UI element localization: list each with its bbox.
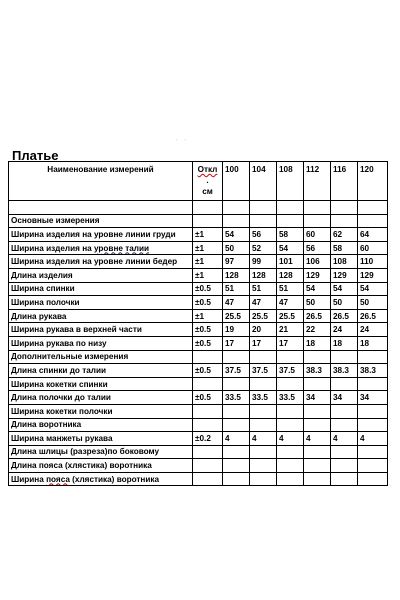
size-value-cell: 22 xyxy=(304,323,331,337)
tolerance-cell: ±0.5 xyxy=(193,336,223,350)
page-title: Платье xyxy=(12,148,59,163)
size-value-cell xyxy=(250,201,277,215)
tolerance-cell: ±0.5 xyxy=(193,323,223,337)
size-value-cell: 56 xyxy=(304,241,331,255)
table-row xyxy=(9,268,388,282)
tolerance-cell xyxy=(193,377,223,391)
size-value-cell: 50 xyxy=(331,296,358,310)
size-value-cell: 47 xyxy=(223,296,250,310)
size-value-cell xyxy=(358,404,388,418)
table-row xyxy=(9,296,388,310)
size-value-cell: 38.3 xyxy=(358,364,388,378)
size-value-cell: 33.5 xyxy=(250,391,277,405)
size-value-cell xyxy=(223,214,250,228)
table-row xyxy=(9,282,388,296)
header-size: 104 xyxy=(250,162,277,201)
size-value-cell xyxy=(277,350,304,364)
tolerance-cell xyxy=(193,214,223,228)
table-row xyxy=(9,228,388,242)
size-value-cell xyxy=(331,201,358,215)
size-value-cell: 129 xyxy=(304,268,331,282)
header-size: 100 xyxy=(223,162,250,201)
size-value-cell xyxy=(223,445,250,459)
size-value-cell: 17 xyxy=(223,336,250,350)
size-value-cell: 25.5 xyxy=(223,309,250,323)
table-row xyxy=(9,241,388,255)
size-value-cell xyxy=(250,445,277,459)
size-value-cell xyxy=(250,472,277,486)
measurement-name: Ширина пояса (хлястика) воротника xyxy=(9,472,193,486)
size-value-cell xyxy=(304,214,331,228)
size-value-cell xyxy=(331,404,358,418)
measurement-name xyxy=(9,201,193,215)
size-value-cell: 62 xyxy=(331,228,358,242)
size-value-cell: 99 xyxy=(250,255,277,269)
size-value-cell xyxy=(250,404,277,418)
size-value-cell: 47 xyxy=(250,296,277,310)
measurement-name: Ширина полочки xyxy=(9,296,193,310)
table-row xyxy=(9,404,388,418)
table-row xyxy=(9,472,388,486)
table-row xyxy=(9,418,388,432)
size-value-cell: 4 xyxy=(223,432,250,446)
table-row xyxy=(9,364,388,378)
size-value-cell: 4 xyxy=(250,432,277,446)
size-value-cell xyxy=(250,459,277,473)
size-value-cell: 54 xyxy=(223,228,250,242)
size-value-cell: 47 xyxy=(277,296,304,310)
header-size: 116 xyxy=(331,162,358,201)
size-value-cell: 33.5 xyxy=(223,391,250,405)
size-value-cell: 54 xyxy=(304,282,331,296)
size-value-cell: 25.5 xyxy=(277,309,304,323)
scan-dots: ˙ ˙ xyxy=(176,140,189,147)
tolerance-cell xyxy=(193,350,223,364)
size-value-cell: 18 xyxy=(304,336,331,350)
size-value-cell xyxy=(223,418,250,432)
measurement-name: Ширина кокетки спинки xyxy=(9,377,193,391)
size-value-cell: 52 xyxy=(250,241,277,255)
size-value-cell: 34 xyxy=(331,391,358,405)
size-value-cell xyxy=(250,418,277,432)
size-value-cell xyxy=(304,201,331,215)
size-value-cell: 50 xyxy=(358,296,388,310)
size-value-cell: 128 xyxy=(250,268,277,282)
size-value-cell xyxy=(277,214,304,228)
size-value-cell: 19 xyxy=(223,323,250,337)
size-value-cell: 51 xyxy=(277,282,304,296)
table-row xyxy=(9,391,388,405)
size-value-cell xyxy=(250,350,277,364)
size-value-cell xyxy=(223,377,250,391)
size-value-cell: 51 xyxy=(250,282,277,296)
tolerance-cell xyxy=(193,404,223,418)
measurement-name: Длина изделия xyxy=(9,268,193,282)
size-value-cell xyxy=(223,201,250,215)
tolerance-cell xyxy=(193,445,223,459)
size-value-cell xyxy=(304,404,331,418)
measurement-name: Ширина манжеты рукава xyxy=(9,432,193,446)
size-value-cell xyxy=(277,445,304,459)
size-value-cell xyxy=(358,214,388,228)
size-value-cell: 110 xyxy=(358,255,388,269)
size-value-cell: 4 xyxy=(277,432,304,446)
size-value-cell xyxy=(358,418,388,432)
size-value-cell xyxy=(358,201,388,215)
size-value-cell: 106 xyxy=(304,255,331,269)
measurement-name: Ширина изделия на уровне линии груди xyxy=(9,228,193,242)
size-value-cell: 26.5 xyxy=(331,309,358,323)
tolerance-cell: ±0.5 xyxy=(193,391,223,405)
table-row xyxy=(9,432,388,446)
size-value-cell: 34 xyxy=(304,391,331,405)
table-row xyxy=(9,445,388,459)
size-value-cell xyxy=(223,472,250,486)
size-value-cell: 129 xyxy=(358,268,388,282)
tolerance-cell xyxy=(193,201,223,215)
size-value-cell: 4 xyxy=(331,432,358,446)
size-value-cell: 18 xyxy=(358,336,388,350)
size-value-cell xyxy=(331,377,358,391)
size-value-cell: 37.5 xyxy=(277,364,304,378)
header-tolerance: Откл . см xyxy=(193,162,223,201)
table-row xyxy=(9,350,388,364)
table-row xyxy=(9,309,388,323)
header-size: 112 xyxy=(304,162,331,201)
size-value-cell: 26.5 xyxy=(304,309,331,323)
size-value-cell: 38.3 xyxy=(331,364,358,378)
size-value-cell xyxy=(304,377,331,391)
measurement-name: Основные измерения xyxy=(9,214,193,228)
size-value-cell xyxy=(277,377,304,391)
size-value-cell: 129 xyxy=(331,268,358,282)
size-value-cell: 58 xyxy=(331,241,358,255)
size-value-cell xyxy=(277,459,304,473)
size-value-cell: 20 xyxy=(250,323,277,337)
size-value-cell xyxy=(223,459,250,473)
measurement-name: Длина полочки до талии xyxy=(9,391,193,405)
size-value-cell: 33.5 xyxy=(277,391,304,405)
header-size: 108 xyxy=(277,162,304,201)
size-value-cell: 108 xyxy=(331,255,358,269)
size-value-cell: 4 xyxy=(358,432,388,446)
size-value-cell xyxy=(358,377,388,391)
tolerance-cell: ±1 xyxy=(193,268,223,282)
size-value-cell: 50 xyxy=(223,241,250,255)
size-value-cell: 38.3 xyxy=(304,364,331,378)
tolerance-cell xyxy=(193,472,223,486)
size-value-cell: 51 xyxy=(223,282,250,296)
tolerance-cell: ±0.5 xyxy=(193,296,223,310)
measurement-name: Длина рукава xyxy=(9,309,193,323)
tolerance-cell xyxy=(193,459,223,473)
size-value-cell: 128 xyxy=(223,268,250,282)
size-value-cell xyxy=(331,214,358,228)
tolerance-cell xyxy=(193,418,223,432)
size-value-cell xyxy=(223,404,250,418)
size-value-cell: 58 xyxy=(277,228,304,242)
size-chart-table xyxy=(8,161,388,486)
size-value-cell: 60 xyxy=(358,241,388,255)
size-value-cell: 54 xyxy=(331,282,358,296)
size-value-cell xyxy=(304,472,331,486)
table-header-row xyxy=(9,162,388,201)
size-value-cell xyxy=(277,201,304,215)
tolerance-cell: ±0.5 xyxy=(193,282,223,296)
table-row xyxy=(9,377,388,391)
tolerance-cell: ±1 xyxy=(193,241,223,255)
size-value-cell: 54 xyxy=(358,282,388,296)
size-value-cell xyxy=(331,459,358,473)
size-value-cell xyxy=(304,445,331,459)
size-value-cell xyxy=(277,418,304,432)
size-value-cell: 37.5 xyxy=(223,364,250,378)
size-value-cell: 50 xyxy=(304,296,331,310)
size-value-cell: 24 xyxy=(358,323,388,337)
size-value-cell xyxy=(223,350,250,364)
size-value-cell xyxy=(358,445,388,459)
tolerance-cell: ±1 xyxy=(193,255,223,269)
table-row xyxy=(9,323,388,337)
measurement-name: Ширина изделия на уровне линии бедер xyxy=(9,255,193,269)
measurement-name: Длина шлицы (разреза)по боковому xyxy=(9,445,193,459)
size-value-cell xyxy=(358,350,388,364)
size-value-cell: 97 xyxy=(223,255,250,269)
tolerance-cell: ±1 xyxy=(193,228,223,242)
measurement-name: Ширина рукава в верхней части xyxy=(9,323,193,337)
table-row xyxy=(9,201,388,215)
table-row xyxy=(9,336,388,350)
measurement-name: Ширина кокетки полочки xyxy=(9,404,193,418)
tolerance-cell: ±0.2 xyxy=(193,432,223,446)
size-value-cell: 17 xyxy=(250,336,277,350)
size-value-cell xyxy=(304,459,331,473)
size-value-cell xyxy=(277,404,304,418)
tolerance-cell: ±0.5 xyxy=(193,364,223,378)
size-value-cell: 34 xyxy=(358,391,388,405)
size-value-cell: 17 xyxy=(277,336,304,350)
size-value-cell xyxy=(331,350,358,364)
size-value-cell xyxy=(331,418,358,432)
measurement-name: Дополнительные измерения xyxy=(9,350,193,364)
size-value-cell xyxy=(250,214,277,228)
size-value-cell xyxy=(331,445,358,459)
size-value-cell: 21 xyxy=(277,323,304,337)
measurement-name: Длина воротника xyxy=(9,418,193,432)
size-value-cell xyxy=(250,377,277,391)
table-row xyxy=(9,459,388,473)
measurement-name: Длина спинки до талии xyxy=(9,364,193,378)
size-value-cell xyxy=(277,472,304,486)
measurement-name: Ширина изделия на уровне талии xyxy=(9,241,193,255)
tolerance-cell: ±1 xyxy=(193,309,223,323)
size-value-cell: 56 xyxy=(250,228,277,242)
measurement-name: Ширина спинки xyxy=(9,282,193,296)
size-value-cell: 64 xyxy=(358,228,388,242)
measurement-name: Ширина рукава по низу xyxy=(9,336,193,350)
size-value-cell xyxy=(304,350,331,364)
table-row xyxy=(9,255,388,269)
size-value-cell: 25.5 xyxy=(250,309,277,323)
size-value-cell: 4 xyxy=(304,432,331,446)
size-value-cell: 26.5 xyxy=(358,309,388,323)
size-value-cell: 101 xyxy=(277,255,304,269)
table-row xyxy=(9,214,388,228)
header-size: 120 xyxy=(358,162,388,201)
size-value-cell xyxy=(358,459,388,473)
size-value-cell xyxy=(331,472,358,486)
size-value-cell: 37.5 xyxy=(250,364,277,378)
size-value-cell: 128 xyxy=(277,268,304,282)
size-value-cell: 18 xyxy=(331,336,358,350)
measurement-name: Длина пояса (хлястика) воротника xyxy=(9,459,193,473)
header-measurement-name: Наименование измерений xyxy=(9,162,193,201)
size-value-cell xyxy=(358,472,388,486)
size-value-cell xyxy=(304,418,331,432)
size-value-cell: 60 xyxy=(304,228,331,242)
size-value-cell: 24 xyxy=(331,323,358,337)
size-value-cell: 54 xyxy=(277,241,304,255)
